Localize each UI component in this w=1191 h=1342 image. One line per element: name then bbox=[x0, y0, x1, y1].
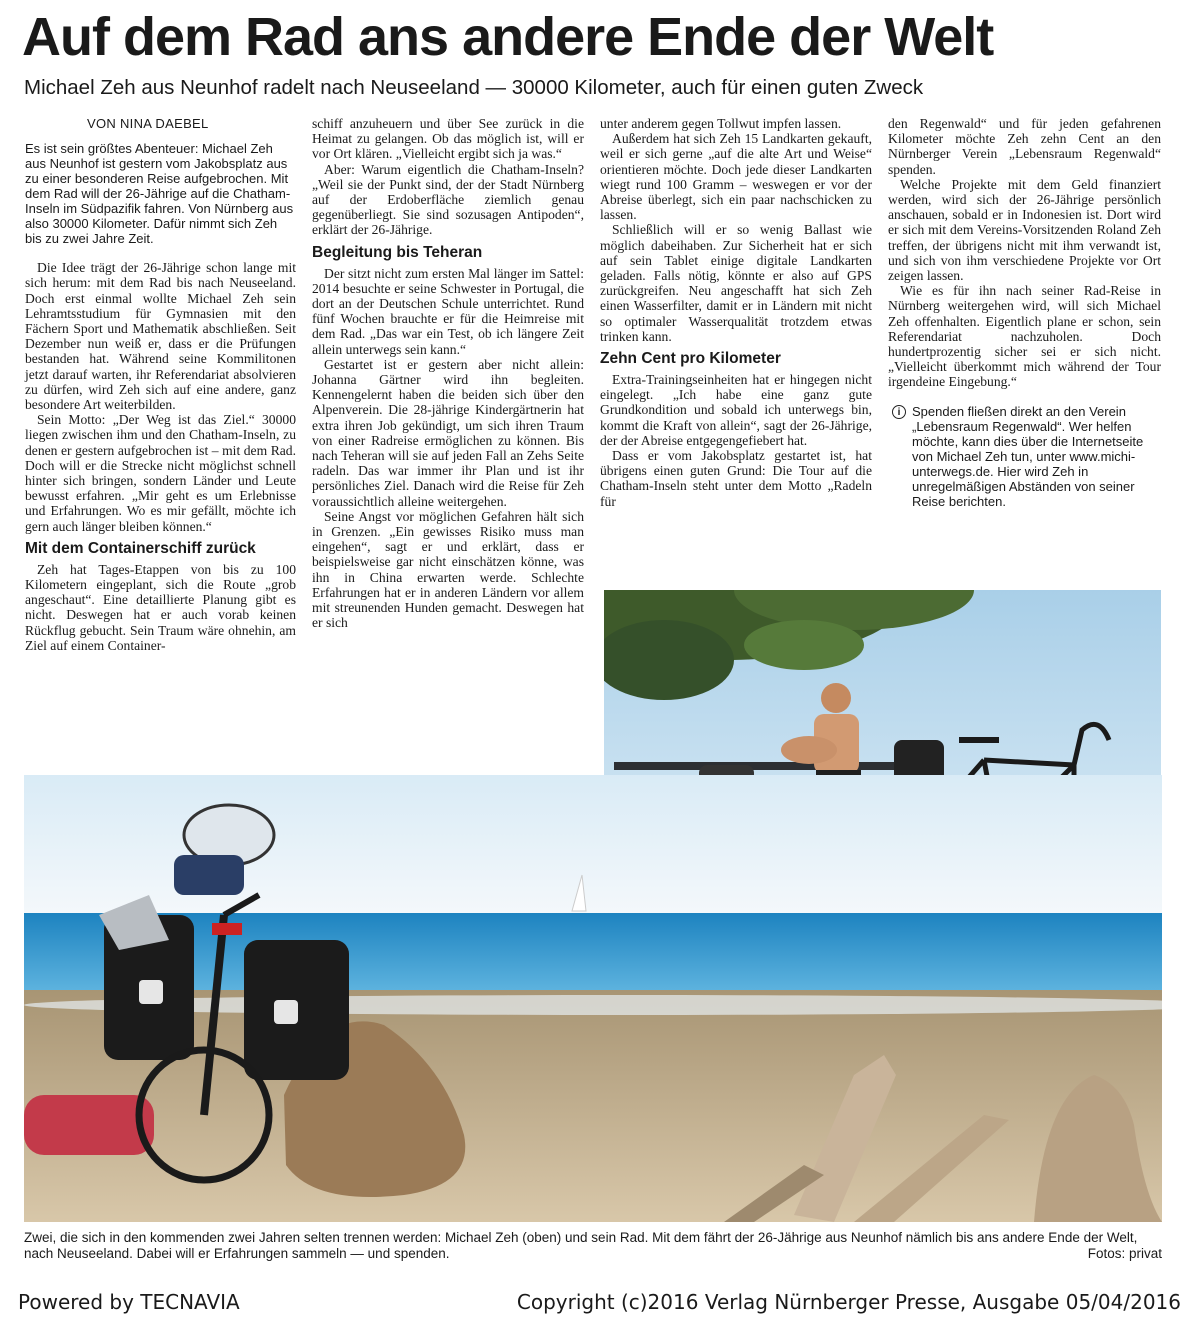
paragraph: Wie es für ihn nach seiner Rad-Reise in Nürnberg weitergehen wird, will sich Michael Zeh offenhalten. Eigentlich plane er schon, sein Referendariat nachzuholen. Doch hundertprozentig sicher sei er sich nicht. „Vielleicht überkommt mich während der Tour irgendeine Eingebung.“ bbox=[888, 283, 1161, 390]
lead-paragraph: Es ist sein größtes Abenteuer: Michael Zeh aus Neunhof ist gestern vom Jakobsplatz aus zu einer besonderen Reise aufgebrochen. Mit dem Rad will der 26-Jährige auf die Chatham-Inseln im Südpazifik fahren. Von Nürnberg aus also 30000 Kilometer. Dafür nimmt sich Zeh bis zu zwei Jahre Zeit. bbox=[25, 141, 294, 247]
article-column-1 bbox=[25, 116, 296, 653]
info-icon: i bbox=[892, 405, 906, 419]
article-column-2 bbox=[312, 116, 584, 631]
subheading: Mit dem Containerschiff zurück bbox=[25, 539, 256, 557]
paragraph: Sein Motto: „Der Weg ist das Ziel.“ 30000 liegen zwischen ihm und den Chatham-Inseln, zu denen er gestern aufgebrochen ist – mit dem Rad. Doch will er die Strecke nicht möglichst schnell hinter sich bringen, sondern Länder und Leute bewusst erfahren. „Mir geht es um Erlebnisse und Erfahrungen. Wo es mir gefällt, möchte ich gern auch länger bleiben können.“ bbox=[25, 412, 296, 534]
photo-bicycle-beach bbox=[24, 775, 1162, 1222]
paragraph: Extra-Trainingseinheiten hat er hingegen nicht eingelegt. „Ich habe eine ganz gute Grundkondition und sobald ich unterwegs bin, kommt die Kraft von allein“, sagt der 26-Jährige, der der Abreise entgegengefiebert hat. bbox=[600, 372, 872, 448]
footer-copyright: Copyright (c)2016 Verlag Nürnberger Presse, Ausgabe 05/04/2016 bbox=[516, 1290, 1181, 1314]
paragraph: Aber: Warum eigentlich die Chatham-Inseln? „Weil sie der Punkt sind, der der Stadt Nürnberg auf der Erdoberfläche ziemlich genau gegenüberliegt. Sie sind sozusagen Antipoden“, erklärt der 26-Jährige. bbox=[312, 161, 584, 238]
article-column-3 bbox=[600, 116, 872, 509]
paragraph: Die Idee trägt der 26-Jährige schon lange mit sich herum: mit dem Rad bis nach Neuseeland. Doch erst einmal wollte Michael Zeh sein Lehramtsstudium für Gymnasien mit den Fächern Sport und Mathematik abschließen. Seit Dezember nun weiß er, dass er die Prüfungen bestanden hat. Während seine Kommilitonen jetzt darauf warten, ihr Referendariat absolvieren zu dürfen, wird Zeh sich auf eine andere, ganz besondere Art weiterbilden. bbox=[25, 260, 296, 413]
paragraph: Außerdem hat sich Zeh 15 Landkarten gekauft, weil er sich gerne „auf die alte Art und Weise“ orientieren möchte. Doch jede dieser Landkarten wiegt rund 100 Gramm – weswegen er vor der Abreise überlegt, sich ein paar nachschicken zu lassen. bbox=[600, 131, 872, 223]
paragraph: schiff anzuheuern und über See zurück in die Heimat zu gelangen. Ob das möglich ist, will er vor Ort klären. „Vielleicht ergibt sich ja was.“ bbox=[312, 116, 584, 162]
photo-caption: Zwei, die sich in den kommenden zwei Jahren selten trennen werden: Michael Zeh (oben) und sein Rad. Mit dem fährt der 26-Jährige aus Neunhof nämlich bis ans andere Ende der Welt, nach Neuseeland. Dabei will er Erfahrungen sammeln — und spenden. bbox=[24, 1230, 1138, 1261]
article-column-4 bbox=[888, 116, 1161, 509]
headline: Auf dem Rad ans andere Ende der Welt bbox=[22, 7, 994, 67]
photo-credit: Fotos: privat bbox=[1087, 1246, 1162, 1261]
info-box bbox=[888, 404, 1161, 509]
paragraph: Schließlich will er so wenig Ballast wie möglich dabeihaben. Zur Sicherheit hat er sich auf sein Tablet einige digitale Landkarten geladen. Falls nötig, könnte er also auf GPS zurückgreifen. Neu angeschafft hat sich Zeh einen Wasserfilter, damit er in Ländern mit nicht so optimaler Wasserqualität trotzdem etwas trinken kann. bbox=[600, 222, 872, 344]
info-text: Spenden fließen direkt an den Verein „Lebensraum Regenwald“. Wer helfen möchte, kann dies über die Internetseite von Michael Zeh tun, unter www.michi-unterwegs.de. Hier wird Zeh in unregelmäßigen Abständen von seiner Reise berichten. bbox=[912, 403, 1144, 509]
subheadline: Michael Zeh aus Neunhof radelt nach Neuseeland — 30000 Kilometer, auch für einen guten Zweck bbox=[24, 76, 924, 99]
paragraph: Gestartet ist er gestern aber nicht allein: Johanna Gärtner wird ihn begleiten. Kennengelernt haben die beiden sich über den Alpenverein. Die 28-jährige Kindergärtnerin hat extra ihren Job gekündigt, um sich ihren Traum von einer Radreise ermöglichen zu können. Bis nach Teheran will sie auf jeden Fall an Zehs Seite radeln. Das war immer ihr Plan und ist ihr persönliches Ziel. Danach wird die Reise für Zeh voraussichtlich alleine weitergehen. bbox=[312, 356, 584, 509]
paragraph: den Regenwald“ und für jeden gefahrenen Kilometer möchte Zeh zehn Cent an den Nürnberger Verein „Lebensraum Regenwald“ spenden. bbox=[888, 116, 1161, 177]
subheading: Begleitung bis Teheran bbox=[312, 243, 483, 261]
footer-powered-by: Powered by TECNAVIA bbox=[18, 1290, 240, 1314]
paragraph: Der sitzt nicht zum ersten Mal länger im Sattel: 2014 besuchte er seine Schwester in Portugal, die dort an der Deutschen Schule unterrichtet. Rund fünf Wochen brauchte er für die Heimreise mit dem Rad. „Das war ein Test, ob ich längere Zeit allein unterwegs sein kann.“ bbox=[312, 265, 584, 357]
paragraph: Dass er vom Jakobsplatz gestartet ist, hat übrigens einen guten Grund: Die Tour auf die Chatham-Inseln steht unter dem Motto „Radeln für bbox=[600, 448, 872, 509]
paragraph: Welche Projekte mit dem Geld finanziert werden, wird sich der 26-Jährige persönlich anschauen, sobald er in Indonesien ist. Dort wird er sich mit dem Vereins-Vorsitzenden Roland Zeh treffen, der übrigens nicht mit ihm verwandt ist, und sich von ihm verschiedene Projekte vor Ort zeigen lassen. bbox=[888, 176, 1161, 284]
subheading: Zehn Cent pro Kilometer bbox=[600, 350, 781, 368]
byline: VON NINA DAEBEL bbox=[87, 116, 209, 131]
beach-photo-illustration bbox=[24, 775, 1162, 1222]
paragraph: unter anderem gegen Tollwut impfen lassen. bbox=[600, 116, 842, 131]
paragraph: Seine Angst vor möglichen Gefahren hält sich in Grenzen. „Ein gewisses Risiko muss man eingehen“, sagt er und erklärt, dass er beispielsweise gar nicht einschätzen könne, was ihn in China erwarten werde. Schlechte Erfahrungen hat er in anderen Ländern vor allem mit streunenden Hunden gemacht. Deswegen hat er sich bbox=[312, 508, 584, 631]
paragraph: Zeh hat Tages-Etappen von bis zu 100 Kilometern eingeplant, sich die Route „grob angeschaut“. Eine detaillierte Planung gibt es nicht. Deswegen hat er auch vorab keinen Rückflug gebucht. Sein Traum wäre ohnehin, am Ziel auf einem Container- bbox=[25, 561, 296, 653]
